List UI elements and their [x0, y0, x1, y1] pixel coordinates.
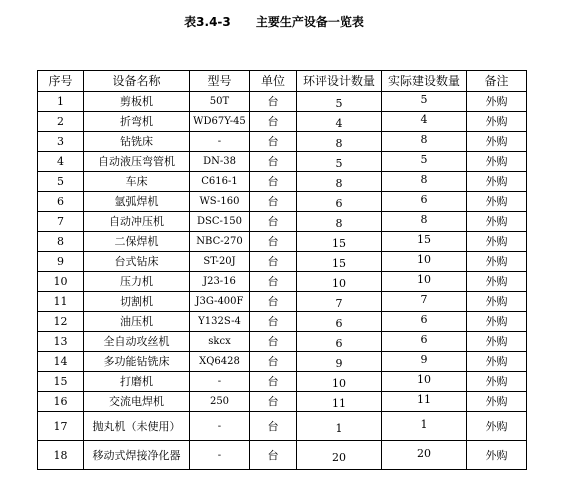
model-value: - — [217, 376, 222, 387]
unit-value: 台 — [267, 235, 279, 248]
actual-qty-value: 8 — [420, 133, 428, 146]
cell-actual-qty — [382, 292, 467, 312]
cell-actual-qty — [382, 352, 467, 372]
note-value: 外购 — [485, 135, 508, 148]
unit-value: 台 — [267, 419, 279, 433]
cell-seq — [38, 392, 84, 412]
name-value: 压力机 — [120, 275, 153, 288]
unit-value: 台 — [267, 448, 279, 462]
cell-note — [467, 332, 527, 352]
seq-value: 18 — [53, 448, 68, 462]
cell-model — [190, 412, 250, 441]
cell-seq — [38, 132, 84, 152]
model-value: skcx — [208, 336, 231, 347]
cell-name — [84, 441, 190, 470]
cell-unit — [250, 152, 297, 172]
seq-value: 6 — [57, 195, 64, 208]
name-value: 自动液压弯管机 — [98, 155, 175, 168]
cell-seq — [38, 232, 84, 252]
cell-unit — [250, 312, 297, 332]
seq-value: 17 — [53, 419, 68, 433]
cell-model — [190, 272, 250, 292]
table-row — [38, 92, 527, 112]
cell-unit — [250, 352, 297, 372]
cell-unit — [250, 372, 297, 392]
cell-seq — [38, 192, 84, 212]
unit-value: 台 — [267, 215, 279, 228]
name-value: 钻铣床 — [120, 135, 153, 148]
cell-plan-qty — [297, 292, 382, 312]
seq-value: 13 — [53, 335, 68, 348]
name-value: 切割机 — [120, 295, 153, 308]
cell-note — [467, 412, 527, 441]
model-value: WD67Y-45 — [193, 116, 246, 127]
cell-seq — [38, 252, 84, 272]
actual-qty-value: 8 — [420, 213, 428, 226]
plan-qty-value: 4 — [335, 117, 343, 130]
plan-qty-value: 10 — [332, 377, 346, 390]
table-row — [38, 352, 527, 372]
cell-name — [84, 172, 190, 192]
header-cell: 型号 — [190, 71, 250, 92]
table-row — [38, 392, 527, 412]
cell-unit — [250, 332, 297, 352]
cell-model — [190, 232, 250, 252]
cell-actual-qty — [382, 412, 467, 441]
cell-plan-qty — [297, 192, 382, 212]
cell-note — [467, 232, 527, 252]
unit-value: 台 — [267, 155, 279, 168]
cell-plan-qty — [297, 232, 382, 252]
cell-name — [84, 272, 190, 292]
model-value: ST-20J — [203, 256, 236, 267]
table-row — [38, 332, 527, 352]
model-value: - — [217, 136, 222, 147]
cell-unit — [250, 132, 297, 152]
note-value: 外购 — [485, 295, 508, 308]
header-cell: 单位 — [250, 71, 297, 92]
actual-qty-value: 20 — [417, 446, 431, 460]
cell-actual-qty — [382, 312, 467, 332]
cell-plan-qty — [297, 252, 382, 272]
plan-qty-value: 6 — [335, 317, 343, 330]
cell-seq — [38, 212, 84, 232]
table-row — [38, 172, 527, 192]
cell-actual-qty — [382, 92, 467, 112]
note-value: 外购 — [485, 315, 508, 328]
cell-plan-qty — [297, 441, 382, 470]
note-value: 外购 — [485, 395, 508, 408]
name-value: 抛丸机（未使用） — [92, 419, 181, 433]
cell-seq — [38, 412, 84, 441]
cell-plan-qty — [297, 372, 382, 392]
note-value: 外购 — [485, 95, 508, 108]
unit-value: 台 — [267, 115, 279, 128]
model-value: 50T — [209, 96, 230, 107]
cell-actual-qty — [382, 192, 467, 212]
cell-name — [84, 372, 190, 392]
cell-unit — [250, 392, 297, 412]
note-value: 外购 — [485, 448, 508, 462]
cell-actual-qty — [382, 172, 467, 192]
cell-unit — [250, 172, 297, 192]
cell-actual-qty — [382, 372, 467, 392]
plan-qty-value: 7 — [335, 297, 343, 310]
unit-value: 台 — [267, 95, 279, 108]
name-value: 自动冲压机 — [109, 215, 164, 228]
plan-qty-value: 1 — [335, 421, 343, 435]
cell-seq — [38, 441, 84, 470]
model-value: Y132S-4 — [198, 316, 241, 327]
table-title: 表3.4-3 主要生产设备一览表 — [184, 15, 364, 29]
table-row — [38, 441, 527, 470]
seq-value: 11 — [53, 295, 68, 308]
cell-name — [84, 92, 190, 112]
note-value: 外购 — [485, 255, 508, 268]
model-value: DN-38 — [203, 156, 236, 167]
cell-note — [467, 152, 527, 172]
cell-note — [467, 132, 527, 152]
cell-note — [467, 292, 527, 312]
unit-value: 台 — [267, 395, 279, 408]
seq-value: 12 — [53, 315, 68, 328]
model-value: XQ6428 — [199, 356, 240, 367]
cell-actual-qty — [382, 112, 467, 132]
note-value: 外购 — [485, 235, 508, 248]
plan-qty-value: 11 — [332, 397, 346, 410]
note-value: 外购 — [485, 355, 508, 368]
actual-qty-value: 1 — [420, 417, 428, 431]
cell-model — [190, 312, 250, 332]
actual-qty-value: 6 — [420, 333, 428, 346]
table-row — [38, 132, 527, 152]
cell-seq — [38, 112, 84, 132]
cell-seq — [38, 332, 84, 352]
cell-plan-qty — [297, 412, 382, 441]
unit-value: 台 — [267, 355, 279, 368]
cell-actual-qty — [382, 272, 467, 292]
actual-qty-value: 4 — [420, 113, 428, 126]
unit-value: 台 — [267, 375, 279, 388]
table-row — [38, 212, 527, 232]
unit-value: 台 — [267, 295, 279, 308]
cell-seq — [38, 152, 84, 172]
cell-name — [84, 292, 190, 312]
plan-qty-value: 20 — [332, 450, 346, 464]
cell-actual-qty — [382, 441, 467, 470]
table-row — [38, 152, 527, 172]
actual-qty-value: 9 — [420, 353, 428, 366]
cell-unit — [250, 412, 297, 441]
name-value: 交流电焊机 — [109, 395, 164, 408]
plan-qty-value: 9 — [335, 357, 343, 370]
cell-note — [467, 252, 527, 272]
cell-plan-qty — [297, 272, 382, 292]
unit-value: 台 — [267, 175, 279, 188]
cell-name — [84, 412, 190, 441]
actual-qty-value: 15 — [417, 233, 431, 246]
plan-qty-value: 8 — [335, 177, 343, 190]
plan-qty-value: 15 — [332, 237, 346, 250]
cell-note — [467, 392, 527, 412]
model-value: NBC-270 — [196, 236, 243, 247]
cell-seq — [38, 292, 84, 312]
note-value: 外购 — [485, 275, 508, 288]
cell-model — [190, 441, 250, 470]
cell-seq — [38, 272, 84, 292]
cell-name — [84, 232, 190, 252]
plan-qty-value: 5 — [335, 157, 343, 170]
cell-seq — [38, 352, 84, 372]
table-row — [38, 272, 527, 292]
table-row — [38, 192, 527, 212]
cell-plan-qty — [297, 132, 382, 152]
actual-qty-value: 5 — [420, 93, 428, 106]
name-value: 二保焊机 — [114, 235, 159, 248]
cell-note — [467, 352, 527, 372]
model-value: J23-16 — [203, 276, 236, 287]
model-value: - — [217, 420, 222, 432]
unit-value: 台 — [267, 335, 279, 348]
unit-value: 台 — [267, 255, 279, 268]
table-row — [38, 252, 527, 272]
cell-model — [190, 112, 250, 132]
header-cell: 序号 — [38, 71, 84, 92]
name-value: 打磨机 — [120, 375, 153, 388]
cell-unit — [250, 192, 297, 212]
cell-actual-qty — [382, 152, 467, 172]
actual-qty-value: 7 — [420, 293, 428, 306]
note-value: 外购 — [485, 195, 508, 208]
cell-name — [84, 332, 190, 352]
seq-value: 5 — [57, 175, 64, 188]
cell-note — [467, 372, 527, 392]
cell-plan-qty — [297, 332, 382, 352]
note-value: 外购 — [485, 175, 508, 188]
cell-unit — [250, 232, 297, 252]
seq-value: 16 — [53, 395, 68, 408]
name-value: 油压机 — [120, 315, 153, 328]
actual-qty-value: 10 — [417, 253, 431, 266]
cell-seq — [38, 172, 84, 192]
cell-seq — [38, 372, 84, 392]
table-row — [38, 232, 527, 252]
cell-unit — [250, 92, 297, 112]
cell-name — [84, 312, 190, 332]
seq-value: 1 — [57, 95, 64, 108]
unit-value: 台 — [267, 195, 279, 208]
cell-name — [84, 132, 190, 152]
unit-value: 台 — [267, 315, 279, 328]
table-row — [38, 292, 527, 312]
table-row — [38, 112, 527, 132]
cell-name — [84, 152, 190, 172]
header-cell: 环评设计数量 — [297, 71, 382, 92]
cell-name — [84, 352, 190, 372]
seq-value: 2 — [57, 115, 64, 128]
cell-model — [190, 192, 250, 212]
cell-plan-qty — [297, 172, 382, 192]
table-row — [38, 312, 527, 332]
cell-name — [84, 392, 190, 412]
cell-note — [467, 212, 527, 232]
cell-model — [190, 392, 250, 412]
cell-name — [84, 192, 190, 212]
model-value: - — [217, 449, 222, 461]
actual-qty-value: 10 — [417, 273, 431, 286]
cell-seq — [38, 312, 84, 332]
note-value: 外购 — [485, 215, 508, 228]
cell-seq — [38, 92, 84, 112]
header-row — [38, 71, 527, 92]
cell-unit — [250, 292, 297, 312]
seq-value: 9 — [57, 255, 64, 268]
cell-model — [190, 92, 250, 112]
model-value: C616-1 — [201, 176, 238, 187]
cell-note — [467, 92, 527, 112]
actual-qty-value: 5 — [420, 153, 428, 166]
unit-value: 台 — [267, 135, 279, 148]
cell-unit — [250, 441, 297, 470]
seq-value: 8 — [57, 235, 64, 248]
cell-name — [84, 212, 190, 232]
model-value: 250 — [209, 396, 230, 407]
cell-actual-qty — [382, 132, 467, 152]
cell-actual-qty — [382, 252, 467, 272]
actual-qty-value: 6 — [420, 193, 428, 206]
header-cell: 实际建设数量 — [382, 71, 467, 92]
cell-actual-qty — [382, 212, 467, 232]
cell-model — [190, 172, 250, 192]
cell-model — [190, 152, 250, 172]
cell-note — [467, 112, 527, 132]
cell-model — [190, 212, 250, 232]
cell-unit — [250, 212, 297, 232]
cell-plan-qty — [297, 392, 382, 412]
note-value: 外购 — [485, 155, 508, 168]
cell-actual-qty — [382, 332, 467, 352]
cell-name — [84, 252, 190, 272]
name-value: 多功能钻铣床 — [103, 355, 170, 368]
name-value: 车床 — [125, 175, 148, 188]
equipment-table — [37, 70, 527, 470]
cell-note — [467, 192, 527, 212]
seq-value: 3 — [57, 135, 64, 148]
actual-qty-value: 10 — [417, 373, 431, 386]
cell-plan-qty — [297, 352, 382, 372]
cell-unit — [250, 252, 297, 272]
plan-qty-value: 5 — [335, 97, 343, 110]
cell-model — [190, 352, 250, 372]
model-value: WS-160 — [199, 196, 240, 207]
name-value: 全自动攻丝机 — [103, 335, 170, 348]
cell-unit — [250, 272, 297, 292]
table-row — [38, 412, 527, 441]
cell-plan-qty — [297, 152, 382, 172]
table-row — [38, 372, 527, 392]
cell-model — [190, 292, 250, 312]
name-value: 剪板机 — [120, 95, 153, 108]
seq-value: 14 — [53, 355, 68, 368]
cell-unit — [250, 112, 297, 132]
plan-qty-value: 6 — [335, 337, 343, 350]
cell-name — [84, 112, 190, 132]
header-cell: 设备名称 — [84, 71, 190, 92]
cell-note — [467, 172, 527, 192]
note-value: 外购 — [485, 335, 508, 348]
plan-qty-value: 10 — [332, 277, 346, 290]
cell-model — [190, 252, 250, 272]
cell-plan-qty — [297, 312, 382, 332]
cell-note — [467, 312, 527, 332]
unit-value: 台 — [267, 275, 279, 288]
cell-actual-qty — [382, 232, 467, 252]
seq-value: 4 — [57, 155, 64, 168]
name-value: 氩弧焊机 — [114, 195, 159, 208]
actual-qty-value: 8 — [420, 173, 428, 186]
plan-qty-value: 8 — [335, 217, 343, 230]
name-value: 台式钻床 — [114, 255, 159, 268]
name-value: 移动式焊接净化器 — [92, 448, 181, 462]
cell-model — [190, 372, 250, 392]
cell-plan-qty — [297, 112, 382, 132]
model-value: DSC-150 — [197, 216, 242, 227]
cell-plan-qty — [297, 212, 382, 232]
plan-qty-value: 8 — [335, 137, 343, 150]
cell-note — [467, 272, 527, 292]
actual-qty-value: 11 — [417, 393, 431, 406]
cell-note — [467, 441, 527, 470]
model-value: J3G-400F — [195, 296, 244, 307]
note-value: 外购 — [485, 115, 508, 128]
cell-actual-qty — [382, 392, 467, 412]
cell-model — [190, 132, 250, 152]
actual-qty-value: 6 — [420, 313, 428, 326]
note-value: 外购 — [485, 419, 508, 433]
note-value: 外购 — [485, 375, 508, 388]
plan-qty-value: 6 — [335, 197, 343, 210]
seq-value: 10 — [53, 275, 68, 288]
cell-model — [190, 332, 250, 352]
name-value: 折弯机 — [120, 115, 153, 128]
seq-value: 15 — [53, 375, 68, 388]
plan-qty-value: 15 — [332, 257, 346, 270]
seq-value: 7 — [57, 215, 64, 228]
cell-plan-qty — [297, 92, 382, 112]
header-cell: 备注 — [467, 71, 527, 92]
